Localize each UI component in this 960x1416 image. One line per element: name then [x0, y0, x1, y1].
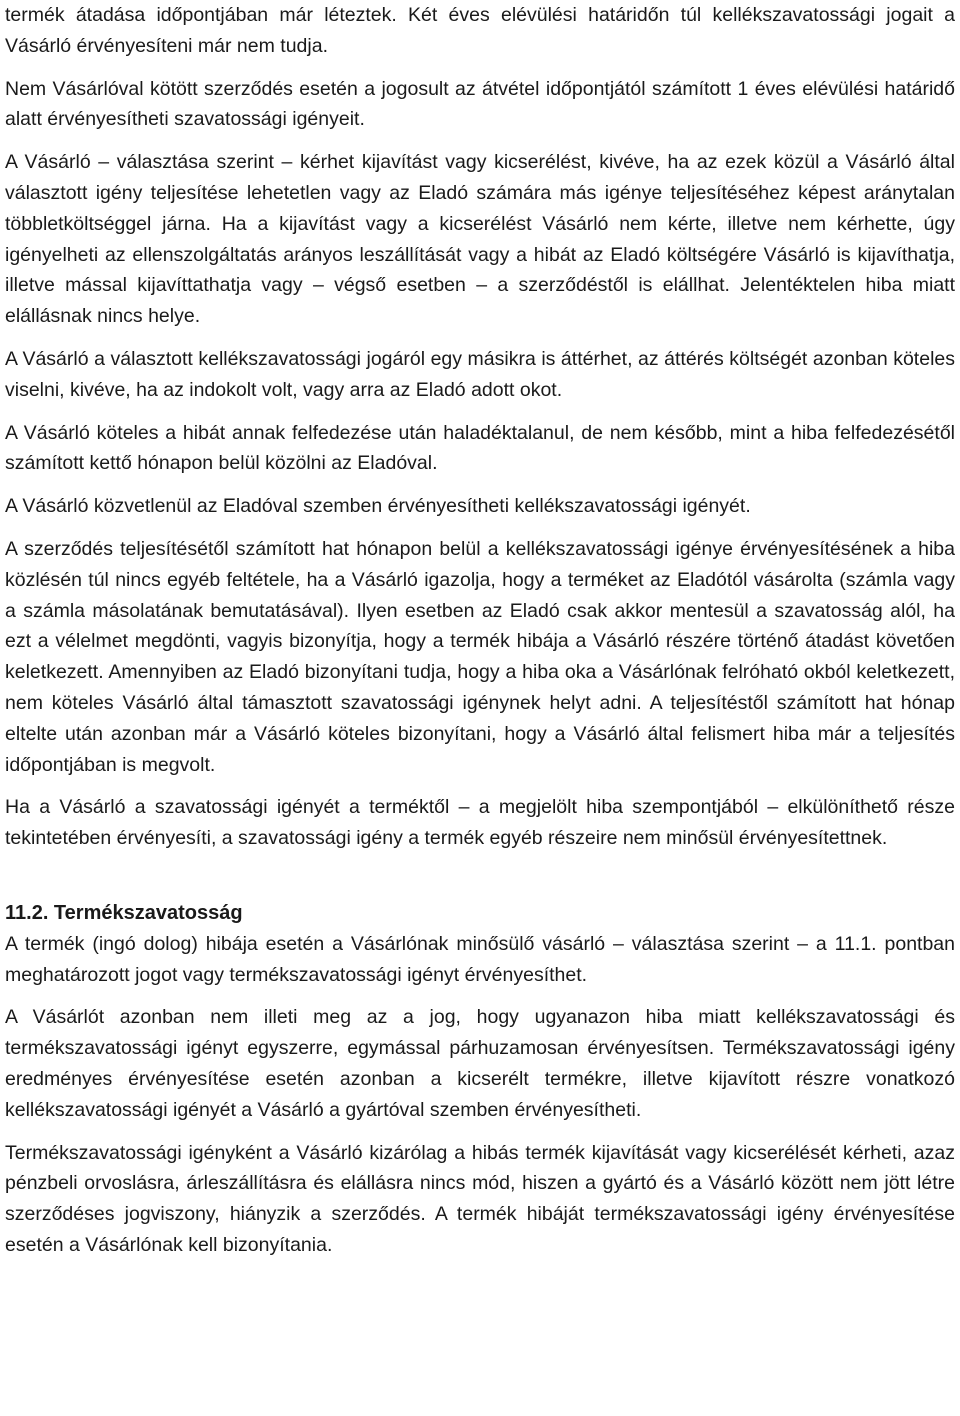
paragraph-kozles-hatarido: A Vásárló köteles a hibát annak felfedezése után haladéktalanul, de nem később, mint a hiba felfedezésétől számított kettő hónapon belül közölni az Eladóval. — [5, 421, 955, 475]
paragraph-elevulesi-hatarido: termék átadása időpontjában már léteztek. Két éves elévülési határidőn túl kellékszavatossági jogait a Vásárló érvényesíteni már nem tudja. — [5, 4, 955, 57]
paragraph-eladoval-szemben: A Vásárló közvetlenül az Eladóval szemben érvényesítheti kellékszavatossági igényét. — [5, 495, 751, 518]
paragraph-nem-vasarlo: Nem Vásárlóval kötött szerződés esetén a jogosult az átvétel időpontjától számított 1 éves elévülési határidő alatt érvényesítheti szavatossági igényeit. — [5, 77, 955, 131]
paragraph-parhuzamos: A Vásárlót azonban nem illeti meg az a jog, hogy ugyanazon hiba miatt kellékszavatossági és termékszavatossági igényt egyszerre, egymással párhuzamosan érvényesítsen. Termékszavatossági igény eredményes érvényesítése esetén azonban a kicserélt termékre, illetve kijavított részre vonatkozó kellékszavatossági igényét a Vásárló a gyártóval szemben érvényesítheti. — [5, 1006, 955, 1121]
section-heading: 11.2. Termékszavatosság — [5, 901, 243, 924]
paragraph-hat-honap: A szerződés teljesítésétől számított hat hónapon belül a kellékszavatossági igénye érvényesítésének a hiba közlésén túl nincs egyéb feltétele, ha a Vásárló igazolja, hogy a terméket az Eladótól vásárolta (számla vagy a számla másolatának bemutatásával). Ilyen esetben az Eladó csak akkor mentesül a szavatosság alól, ha ezt a vélelmet megdönti, vagyis bizonyítja, hogy a termék hibája a Vásárló részére történő átadást követően keletkezett. Amennyiben az Eladó bizonyítani tudja, hogy a hiba oka a Vásárlónak felróható okból keletkezett, nem köteles Vásárló által támasztott szavatossági igénynek helyt adni. A teljesítéstől számított hat hónap eltelte után azonban már a Vásárló köteles bizonyítani, hogy a Vásárló által felismert hiba már a teljesítés időpontjában is megvolt. — [5, 537, 955, 776]
paragraph-atteres: A Vásárló a választott kellékszavatossági jogáról egy másikra is áttérhet, az áttérés költségét azonban köteles viselni, kivéve, ha az indokolt volt, vagy arra az Eladó adott okot. — [5, 347, 955, 401]
paragraph-kizarolag: Termékszavatossági igényként a Vásárló kizárólag a hibás termék kijavítását vagy kicserélését kérheti, azaz pénzbeli orvoslásra, árleszállításra és elállásra nincs mód, hiszen a gyártó és a Vásárló között nem jött létre szerződéses jogviszony, hiányzik a szerződés. A termék hibáját termékszavatossági igény érvényesítése esetén a Vásárlónak kell bizonyítania. — [5, 1141, 955, 1256]
paragraph-kijavitas-kicsereles: A Vásárló – választása szerint – kérhet kijavítást vagy kicserélést, kivéve, ha az ezek közül a Vásárló által választott igény teljesítése lehetetlen vagy az Eladó számára más igénye teljesítéséhez képest aránytalan többletköltséggel járna. Ha a kijavítást vagy a kicserélést Vásárló nem kérte, illetve nem kérhette, úgy igényelheti az ellenszolgáltatás arányos leszállítását vagy a hibát az Eladó költségére Vásárló is kijavíthatja, illetve mással kijavíttathatja vagy – végső esetben – a szerződéstől is elállhat. Jelentéktelen hiba miatt elállásnak nincs helye. — [5, 151, 955, 328]
document-page — [5, 0, 955, 1261]
paragraph-termekszavatossag-intro: A termék (ingó dolog) hibája esetén a Vásárlónak minősülő vásárló – választása szerint – a 11.1. pontban meghatározott jogot vagy termékszavatossági igényt érvényesíthet. — [5, 932, 955, 986]
paragraph-elkulonitheto-resz: Ha a Vásárló a szavatossági igényét a terméktől – a megjelölt hiba szempontjából – elkülöníthető része tekintetében érvényesíti, a szavatossági igény a termék egyéb részeire nem minősül érvényesítettnek. — [5, 796, 955, 850]
